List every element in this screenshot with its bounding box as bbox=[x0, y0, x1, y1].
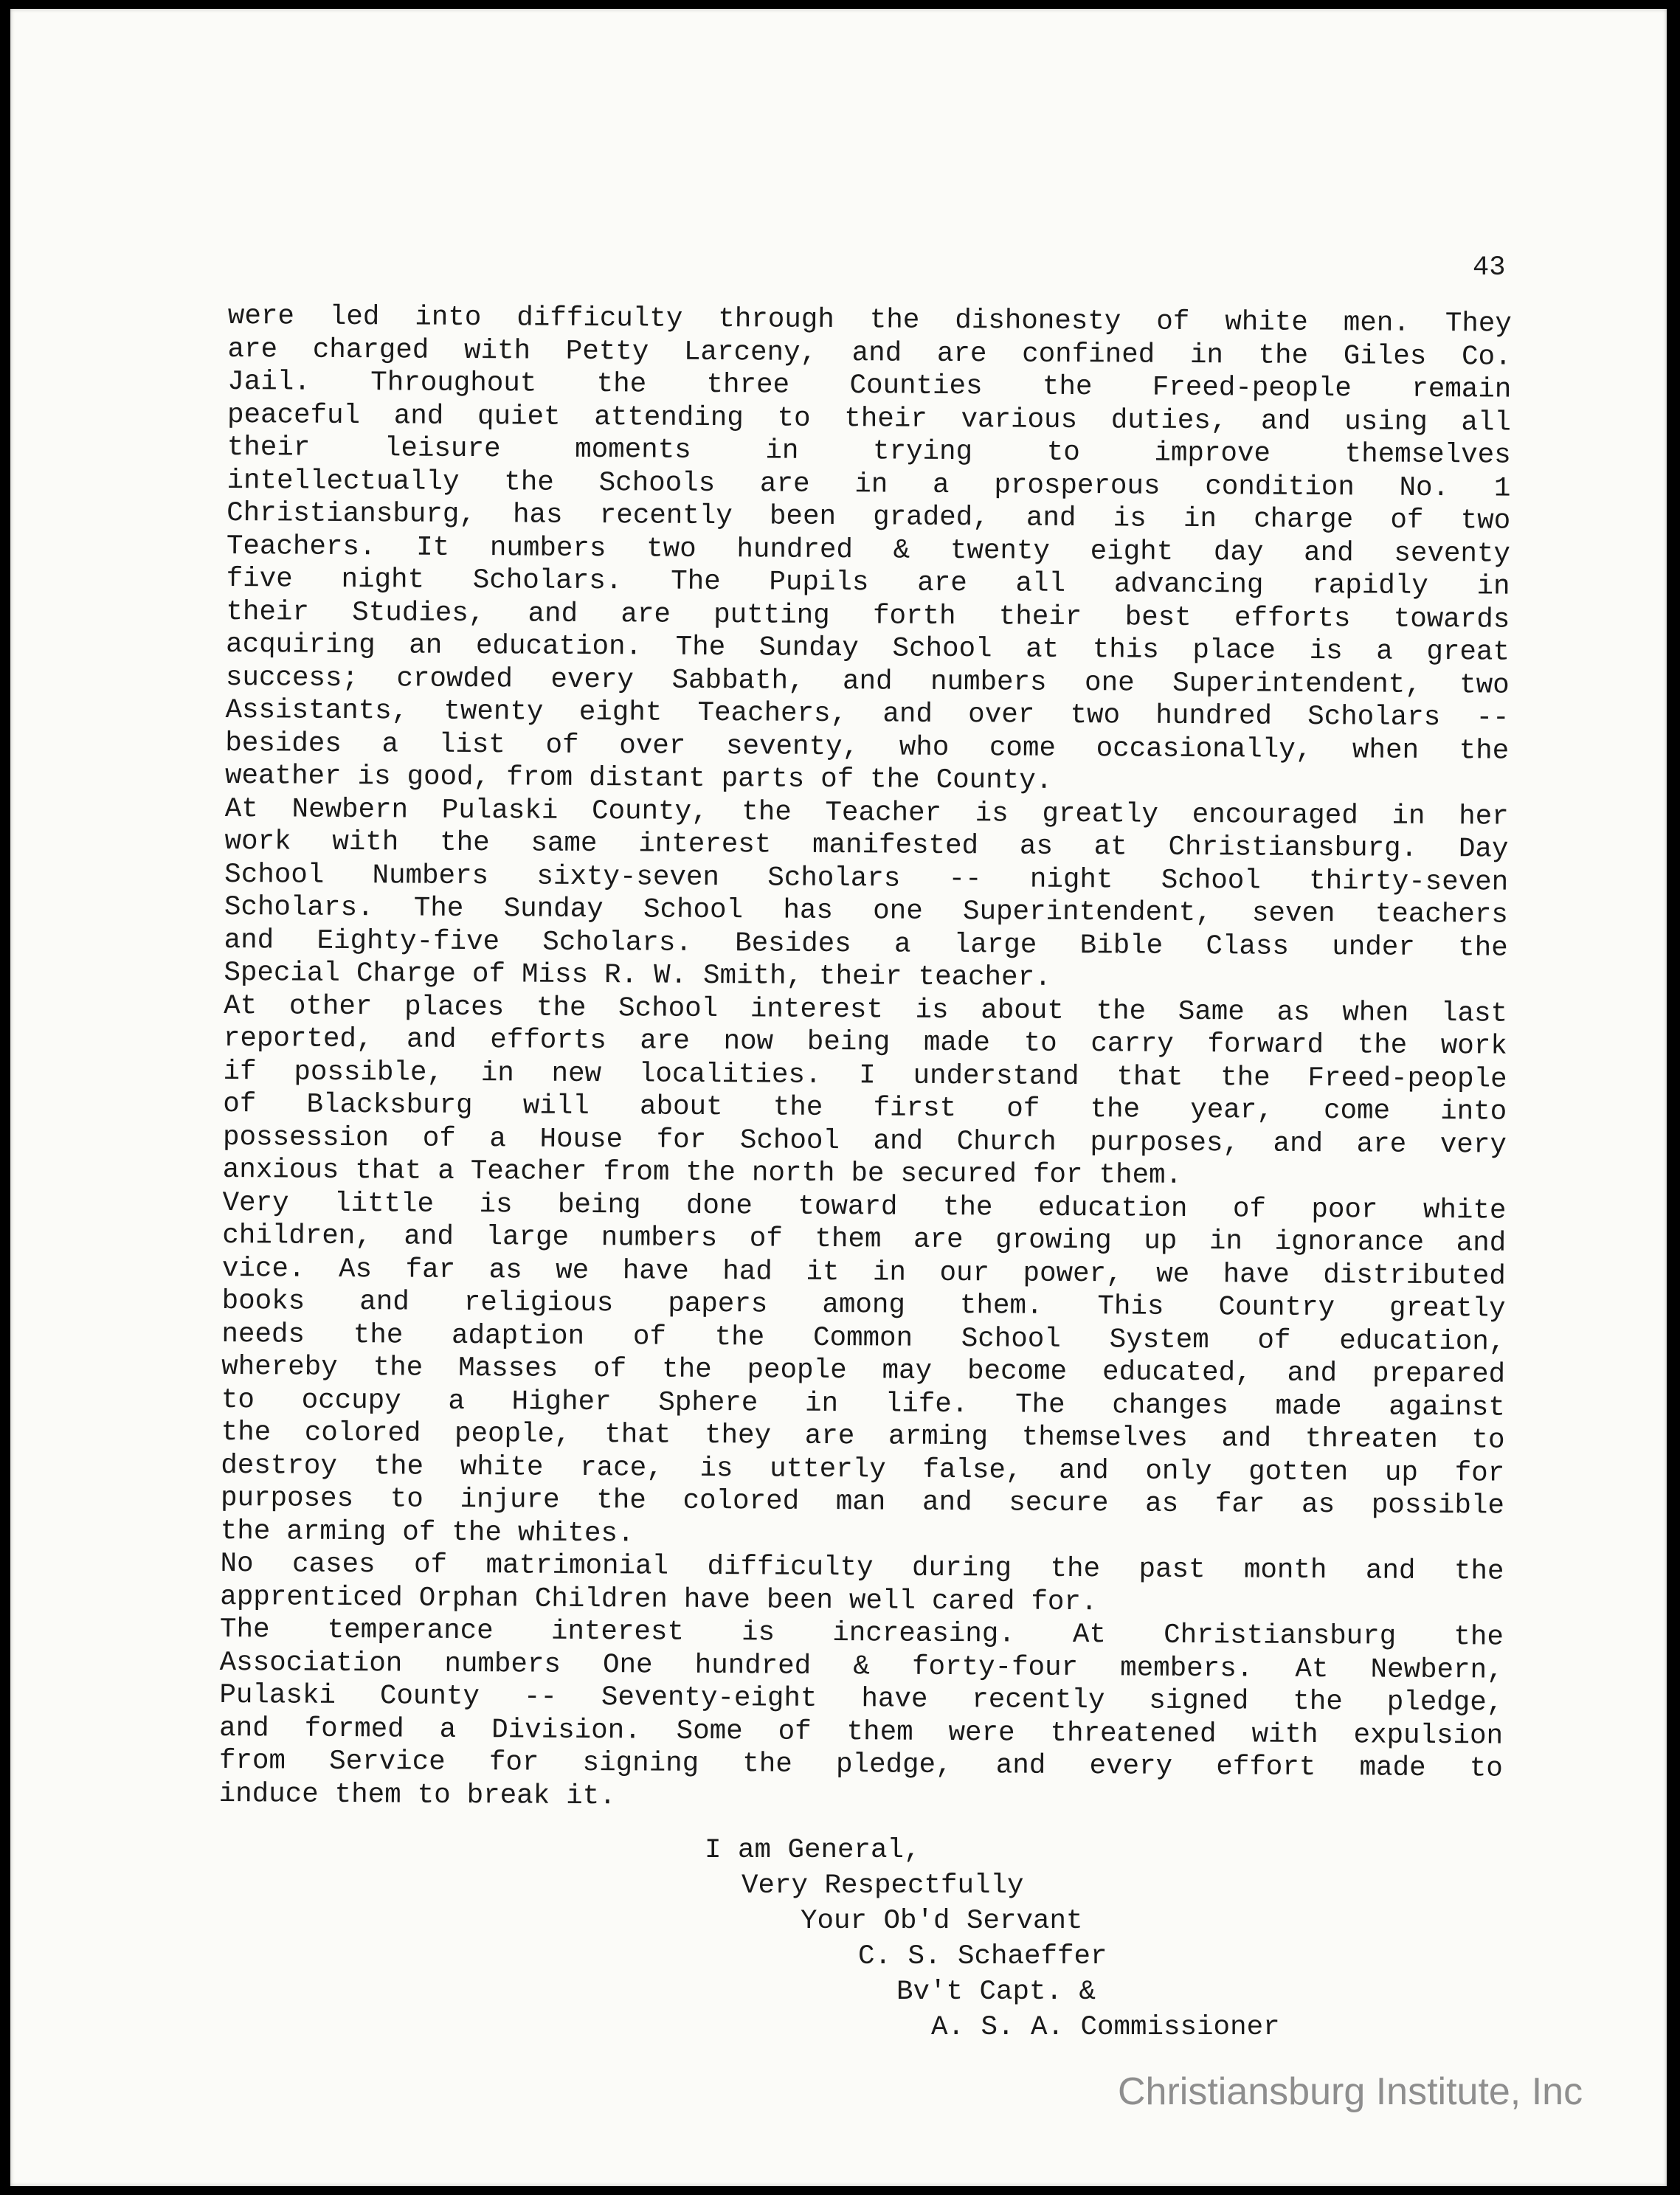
text-line: At other places the School interest is about the Same as when last bbox=[224, 990, 1508, 1030]
paragraph bbox=[225, 300, 1512, 801]
text-line: whereby the Masses of the people may become educated, and prepared bbox=[221, 1351, 1506, 1391]
text-line: from Service for signing the pledge, and every effort made to bbox=[218, 1745, 1503, 1785]
text-line: to occupy a Higher Sphere in life. The changes made against bbox=[221, 1384, 1505, 1424]
text-line: weather is good, from distant parts of the County. bbox=[224, 760, 1053, 797]
text-line: peaceful and quiet attending to their various duties, and using all bbox=[227, 399, 1512, 439]
text-line: and Eighty-five Scholars. Besides a large Bible Class under the bbox=[224, 924, 1508, 964]
text-line: besides a list of over seventy, who come occasionally, when the bbox=[225, 727, 1510, 767]
text-line: success; crowded every Sabbath, and numbers one Superintendent, two bbox=[225, 662, 1510, 702]
text-line: needs the adaption of the Common School System of education, bbox=[221, 1318, 1506, 1358]
text-line: five night Scholars. The Pupils are all advancing rapidly in bbox=[226, 563, 1510, 603]
text-line: the arming of the whites. bbox=[220, 1515, 635, 1549]
text-line: At Newbern Pulaski County, the Teacher is greatly encouraged in her bbox=[224, 793, 1509, 833]
letter-body bbox=[218, 300, 1511, 1819]
text-line: apprenticed Orphan Children have been well cared for. bbox=[220, 1581, 1098, 1618]
closing-salutation: I am General, bbox=[705, 1835, 921, 1866]
text-line: books and religious papers among them. This Country greatly bbox=[221, 1285, 1506, 1325]
closing-valediction: Very Respectfully bbox=[742, 1870, 1024, 1901]
text-line: Teachers. It numbers two hundred & twenty eight day and seventy bbox=[226, 530, 1511, 570]
text-line: intellectually the Schools are in a prosperous condition No. 1 bbox=[227, 465, 1511, 505]
text-line: their Studies, and are putting forth their best efforts towards bbox=[226, 596, 1510, 636]
text-line: Christiansburg, has recently been graded, and is in charge of two bbox=[227, 497, 1511, 537]
text-line: induce them to break it. bbox=[218, 1778, 616, 1812]
text-line: Association numbers One hundred & forty-four members. At Newbern, bbox=[219, 1647, 1504, 1687]
watermark-text: Christiansburg Institute, Inc bbox=[1118, 2070, 1583, 2113]
text-line: of Blacksburg will about the first of the year, come into bbox=[223, 1088, 1507, 1128]
text-line: School Numbers sixty-seven Scholars -- night School thirty-seven bbox=[224, 859, 1509, 899]
text-line: work with the same interest manifested as at Christiansburg. Day bbox=[224, 826, 1509, 865]
text-line: acquiring an education. The Sunday School at this place is a great bbox=[226, 629, 1510, 668]
paragraph bbox=[218, 1614, 1504, 1819]
paragraph bbox=[223, 989, 1508, 1195]
text-line: Very little is being done toward the education of poor white bbox=[222, 1187, 1507, 1227]
text-line: Jail. Throughout the three Counties the Freed-people remain bbox=[227, 366, 1512, 406]
text-line: No cases of matrimonial difficulty during the past month and the bbox=[220, 1548, 1504, 1588]
text-line: possession of a House for School and Church purposes, and are very bbox=[222, 1121, 1507, 1161]
signer-title: A. S. A. Commissioner bbox=[931, 2012, 1280, 2043]
text-line: are charged with Petty Larceny, and are confined in the Giles Co. bbox=[227, 333, 1512, 373]
paragraph bbox=[221, 1186, 1507, 1555]
text-line: children, and large numbers of them are growing up in ignorance and bbox=[222, 1220, 1507, 1259]
text-line: Special Charge of Miss R. W. Smith, their teacher. bbox=[224, 957, 1051, 994]
paragraph bbox=[220, 1548, 1504, 1622]
signer-rank: Bv't Capt. & bbox=[896, 1977, 1096, 2008]
signer-name: C. S. Schaeffer bbox=[858, 1941, 1107, 1972]
closing-servant: Your Ob'd Servant bbox=[801, 1906, 1083, 1937]
text-line: destroy the white race, is utterly false, and only gotten up for bbox=[221, 1450, 1505, 1490]
text-line: their leisure moments in trying to improve themselves bbox=[227, 432, 1511, 471]
text-line: were led into difficulty through the dishonesty of white men. They bbox=[227, 300, 1512, 340]
page-number: 43 bbox=[1473, 252, 1506, 283]
paragraph bbox=[224, 792, 1509, 998]
text-line: and formed a Division. Some of them were threatened with expulsion bbox=[219, 1712, 1504, 1752]
text-line: anxious that a Teacher from the north be secured for them. bbox=[222, 1154, 1183, 1192]
text-line: if possible, in new localities. I understand that the Freed-people bbox=[223, 1056, 1507, 1096]
text-line: vice. As far as we have had it in our power, we have distributed bbox=[221, 1253, 1506, 1293]
text-line: reported, and efforts are now being made to carry forward the work bbox=[223, 1023, 1507, 1062]
text-line: Pulaski County -- Seventy-eight have recently signed the pledge, bbox=[219, 1679, 1504, 1719]
text-line: The temperance interest is increasing. At Christiansburg the bbox=[219, 1614, 1504, 1653]
text-line: the colored people, that they are arming themselves and threaten to bbox=[221, 1417, 1505, 1456]
text-line: Assistants, twenty eight Teachers, and over two hundred Scholars -- bbox=[225, 694, 1510, 734]
text-line: purposes to injure the colored man and secure as far as possible bbox=[220, 1482, 1505, 1522]
text-line: Scholars. The Sunday School has one Superintendent, seven teachers bbox=[224, 891, 1508, 931]
